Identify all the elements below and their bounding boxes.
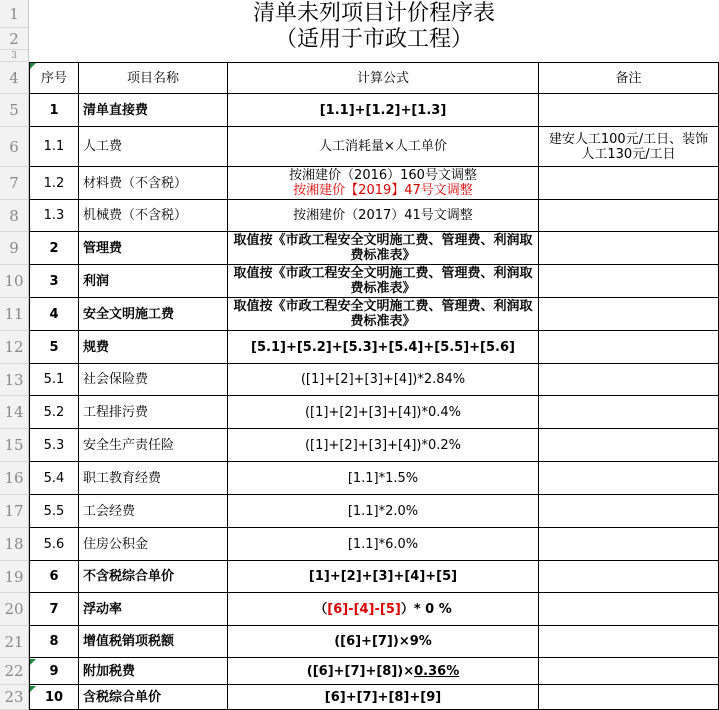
cell-formula[interactable] — [228, 593, 539, 626]
cell-note[interactable] — [539, 528, 719, 561]
cell-seq[interactable]: 7 — [30, 593, 79, 626]
row-header[interactable]: 7 — [0, 167, 29, 200]
cell-note[interactable] — [539, 561, 719, 593]
cell-seq[interactable]: 5.1 — [30, 364, 79, 396]
row-header[interactable]: 9 — [0, 232, 29, 265]
cell-seq[interactable]: 2 — [30, 232, 79, 265]
row-header[interactable]: 5 — [0, 94, 29, 127]
cell-seq[interactable]: 4 — [30, 298, 79, 331]
cell-name[interactable]: 利润 — [79, 265, 228, 298]
cell-name[interactable]: 人工费 — [79, 127, 228, 167]
cell-note[interactable] — [539, 265, 719, 298]
cell-formula[interactable] — [228, 658, 539, 685]
row-header[interactable]: 15 — [0, 429, 29, 462]
cell-note[interactable] — [539, 658, 719, 685]
cell-name[interactable]: 浮动率 — [79, 593, 228, 626]
cell-note[interactable] — [539, 364, 719, 396]
cell-name[interactable]: 安全文明施工费 — [79, 298, 228, 331]
cell-note[interactable] — [539, 94, 719, 127]
formula-main: ([6]+[7]+[8])× — [306, 663, 415, 679]
cell-formula[interactable] — [228, 167, 539, 200]
cell-formula[interactable]: 人工消耗量×人工单价 — [228, 127, 539, 167]
row-header[interactable]: 17 — [0, 495, 29, 528]
row-header[interactable]: 14 — [0, 396, 29, 429]
cell-name[interactable]: 机械费（不含税） — [79, 200, 228, 232]
row-header[interactable]: 10 — [0, 265, 29, 298]
cell-seq[interactable]: 9 — [30, 658, 79, 685]
row-header[interactable]: 11 — [0, 298, 29, 331]
cell-seq[interactable]: 5.4 — [30, 462, 79, 495]
cell-name[interactable]: 附加税费 — [79, 658, 228, 685]
cell-seq[interactable]: 6 — [30, 561, 79, 593]
formula-line-revised: 按湘建价【2019】47号文调整 — [293, 183, 473, 198]
row-header[interactable]: 19 — [0, 561, 29, 593]
cell-seq[interactable]: 3 — [30, 265, 79, 298]
cell-name[interactable]: 安全生产责任险 — [79, 429, 228, 462]
cell-seq[interactable]: 1.1 — [30, 127, 79, 167]
cell-name[interactable]: 社会保险费 — [79, 364, 228, 396]
cell-seq[interactable]: 1 — [30, 94, 79, 127]
cell-seq[interactable]: 8 — [30, 626, 79, 658]
header-formula[interactable]: 计算公式 — [228, 63, 539, 94]
cell-formula[interactable]: ([1]+[2]+[3]+[4])*2.84% — [228, 364, 539, 396]
cell-name[interactable]: 含税综合单价 — [79, 685, 228, 710]
row-header[interactable]: 20 — [0, 593, 29, 626]
row-header[interactable]: 22 — [0, 658, 29, 685]
cell-name[interactable]: 工会经费 — [79, 495, 228, 528]
cell-seq[interactable]: 5.2 — [30, 396, 79, 429]
cell-formula[interactable]: ([1]+[2]+[3]+[4])*0.4% — [228, 396, 539, 429]
cell-note[interactable] — [539, 298, 719, 331]
cell-note[interactable] — [539, 396, 719, 429]
cell-seq[interactable]: 5 — [30, 331, 79, 364]
cell-seq[interactable]: 1.3 — [30, 200, 79, 232]
cell-name[interactable]: 住房公积金 — [79, 528, 228, 561]
row-header[interactable]: 23 — [0, 685, 29, 710]
sheet-subtitle[interactable]: （适用于市政工程） — [274, 27, 473, 52]
cell-note[interactable] — [539, 593, 719, 626]
cell-formula[interactable]: 取值按《市政工程安全文明施工费、管理费、利润取费标准表》 — [228, 232, 539, 265]
cell-seq[interactable]: 5.5 — [30, 495, 79, 528]
cell-seq[interactable]: 5.3 — [30, 429, 79, 462]
cell-formula[interactable]: [5.1]+[5.2]+[5.3]+[5.4]+[5.5]+[5.6] — [228, 331, 539, 364]
cell-seq[interactable]: 5.6 — [30, 528, 79, 561]
cell-seq[interactable]: 10 — [30, 685, 79, 710]
cell-formula[interactable]: [1.1]*1.5% — [228, 462, 539, 495]
cell-note[interactable] — [539, 626, 719, 658]
formula-open: （ — [314, 601, 328, 617]
cell-formula[interactable]: 取值按《市政工程安全文明施工费、管理费、利润取费标准表》 — [228, 265, 539, 298]
cell-formula[interactable]: 取值按《市政工程安全文明施工费、管理费、利润取费标准表》 — [228, 298, 539, 331]
cell-note[interactable]: 建安人工100元/工日、装饰人工130元/工日 — [539, 127, 719, 167]
cell-formula[interactable]: [1]+[2]+[3]+[4]+[5] — [228, 561, 539, 593]
cell-note[interactable] — [539, 232, 719, 265]
cell-seq[interactable]: 1.2 — [30, 167, 79, 200]
cell-note[interactable] — [539, 167, 719, 200]
cell-indicator-icon — [30, 686, 36, 692]
cell-note[interactable] — [539, 331, 719, 364]
cell-name[interactable]: 材料费（不含税） — [79, 167, 228, 200]
row-header[interactable]: 12 — [0, 331, 29, 364]
row-header[interactable]: 4 — [0, 62, 29, 94]
sheet-title[interactable]: 清单未列项目计价程序表 — [252, 1, 495, 26]
row-header[interactable]: 1 — [0, 0, 29, 28]
formula-close: ）* 0 % — [400, 601, 452, 617]
cell-indicator-icon — [30, 63, 36, 69]
formula-rate: 0.36% — [414, 663, 460, 679]
cell-formula[interactable]: ([6]+[7])×9% — [228, 626, 539, 658]
row-header[interactable]: 3 — [0, 50, 29, 62]
cell-note[interactable] — [539, 429, 719, 462]
cell-indicator-icon — [30, 659, 36, 665]
row-header[interactable]: 21 — [0, 626, 29, 658]
cell-name[interactable]: 不含税综合单价 — [79, 561, 228, 593]
header-note[interactable]: 备注 — [539, 63, 719, 94]
row-header[interactable]: 13 — [0, 364, 29, 396]
row-header[interactable]: 2 — [0, 28, 29, 50]
formula-highlight: [6]-[4]-[5] — [327, 601, 401, 617]
cell-name[interactable]: 规费 — [79, 331, 228, 364]
cell-name[interactable]: 管理费 — [79, 232, 228, 265]
cell-formula[interactable]: 按湘建价（2017）41号文调整 — [228, 200, 539, 232]
cell-formula[interactable]: ([1]+[2]+[3]+[4])*0.2% — [228, 429, 539, 462]
formula-line: 按湘建价（2016）160号文调整 — [289, 168, 477, 183]
cell-note[interactable] — [539, 200, 719, 232]
cell-name[interactable]: 工程排污费 — [79, 396, 228, 429]
cell-formula[interactable]: [1.1]*6.0% — [228, 528, 539, 561]
row-header[interactable]: 18 — [0, 528, 29, 561]
header-name[interactable]: 项目名称 — [79, 63, 228, 94]
header-seq[interactable]: 序号 — [30, 63, 79, 94]
cell-formula[interactable]: [1.1]+[1.2]+[1.3] — [228, 94, 539, 127]
cell-note[interactable] — [539, 685, 719, 710]
cell-formula[interactable]: [6]+[7]+[8]+[9] — [228, 685, 539, 710]
cell-name[interactable]: 增值税销项税额 — [79, 626, 228, 658]
cell-name[interactable]: 清单直接费 — [79, 94, 228, 127]
cell-formula[interactable]: [1.1]*2.0% — [228, 495, 539, 528]
row-header[interactable]: 8 — [0, 200, 29, 232]
cell-note[interactable] — [539, 462, 719, 495]
row-header[interactable]: 16 — [0, 462, 29, 495]
row-header[interactable]: 6 — [0, 127, 29, 167]
cell-name[interactable]: 职工教育经费 — [79, 462, 228, 495]
cell-note[interactable] — [539, 495, 719, 528]
